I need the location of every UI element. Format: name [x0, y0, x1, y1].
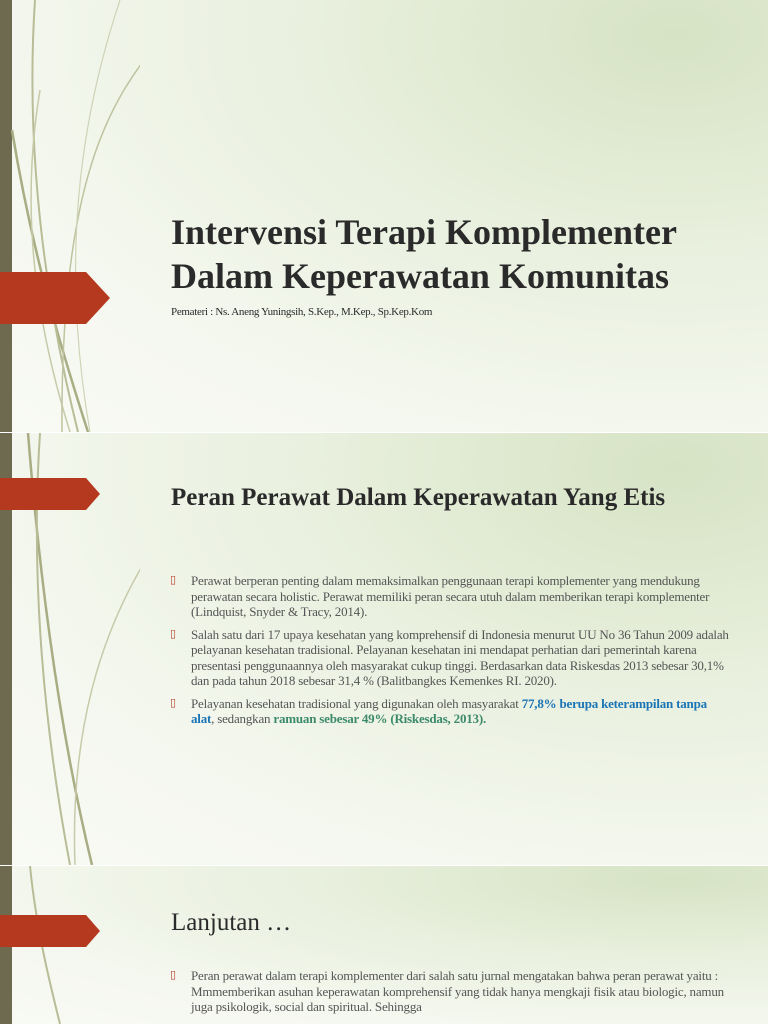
bullet-text-part: , sedangkan: [211, 711, 274, 726]
bullet-text: Peran perawat dalam terapi komplementer dari salah satu jurnal mengatakan bahwa peran perawat yaitu : Mmmemberikan asuhan keperawatan komprehensif yang tidak hanya mengkaji fisik atau biologic, namun juga psikologik, social dan spiritual. Sehingga: [191, 968, 724, 1014]
bullet-item: [170, 573, 730, 620]
bullet-text-part: Pelayanan kesehatan tradisional yang digunakan oleh masyarakat: [191, 695, 522, 711]
presenter-subtitle: Pemateri : Ns. Aneng Yuningsih, S.Kep., M.Kep., Sp.Kep.Kom: [171, 306, 433, 318]
decorative-curves: [0, 0, 140, 432]
decorative-curve-4: [62, 40, 140, 432]
decorative-curve-3: [74, 553, 140, 865]
bullet-list: [170, 573, 730, 734]
highlight-statistic-green: ramuan sebesar 49% (Riskesdas, 2013): [273, 711, 483, 726]
decorative-curve-3: [31, 90, 70, 432]
bullet-item: [170, 627, 730, 689]
bullet-list: [170, 968, 730, 1022]
slide-peran-perawat: [0, 433, 768, 865]
arrow-tab-shape: [0, 915, 102, 947]
arrow-bullet-icon: ▯: [170, 574, 176, 586]
arrow-bullet-icon: ▯: [170, 627, 176, 640]
slide-title-heading: Intervensi Terapi Komplementer Dalam Keperawatan Komunitas: [171, 212, 677, 296]
bullet-text-part: .: [483, 711, 487, 726]
slide-title: [0, 0, 768, 432]
slide-lanjutan: [0, 866, 768, 1024]
arrow-tab-shape: [0, 272, 112, 324]
arrow-bullet-icon: ▯: [170, 696, 176, 709]
decorative-curve-2: [32, 0, 78, 432]
arrow-tab-shape: [0, 478, 102, 510]
bullet-item: [170, 968, 730, 1015]
slide-heading: Peran Perawat Dalam Keperawatan Yang Etis: [171, 484, 666, 511]
bullet-text: Perawat berperan penting dalam memaksimalkan penggunaan terapi komplementer yang mendukung perawatan secara holistic. Perawat memiliki peran secara utuh dalam memberikan terapi komplementer (Lindquist, Snyder & Tracy, 2014).: [191, 573, 710, 619]
bullet-item: [170, 696, 730, 727]
slide-heading: Lanjutan …: [171, 909, 292, 936]
bullet-text: Salah satu dari 17 upaya kesehatan yang komprehensif di Indonesia menurut UU No 36 Tahun 2009 adalah pelayanan kesehatan tradisional. Pelayanan kesehatan ini mendapat perhatian dari pemerintah karena presentasi penggunaannya oleh masyarakat cukup tinggi. Berdasarkan data Riskesdas 2013 sebesar 30,1% dan pada tahun 2018 sebesar 31,4 % (Balitbangkes Kemenkes RI. 2020).: [191, 626, 729, 688]
decorative-curve-5: [76, 0, 120, 432]
highlight-statistic-blue: 77,8% berupa keterampilan tanpa alat: [191, 695, 707, 726]
arrow-bullet-icon: ▯: [170, 969, 176, 981]
